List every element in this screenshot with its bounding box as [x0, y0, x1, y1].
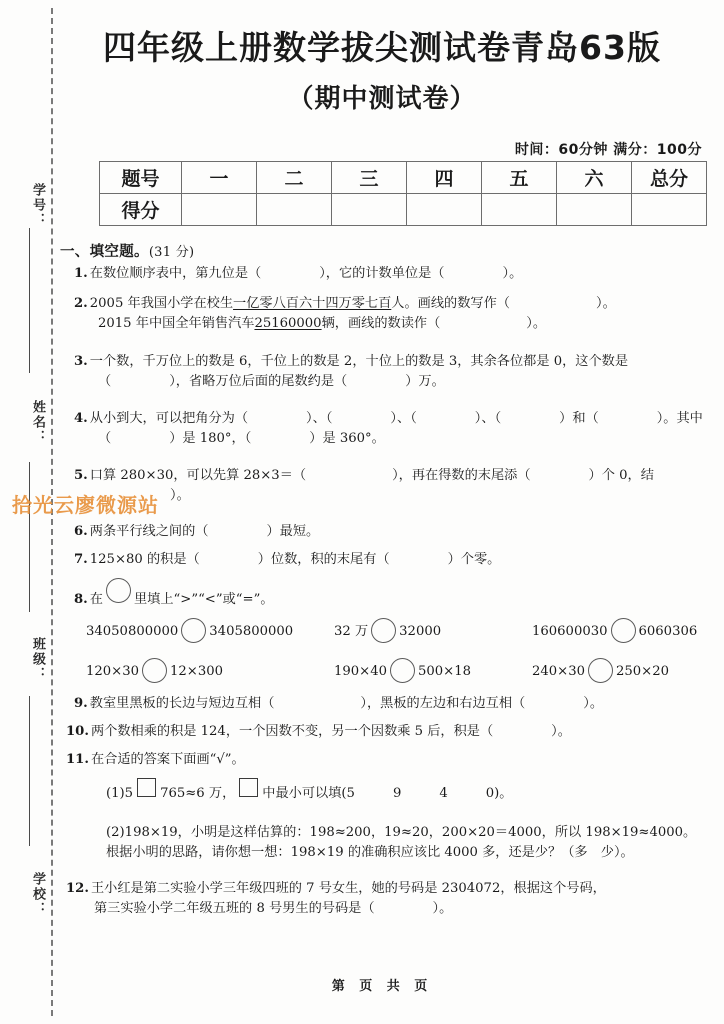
question-8-pair-5: [334, 658, 532, 683]
question-8-prompt-circle[interactable]: [106, 578, 131, 603]
question-8-pair-3-left: 160600030: [532, 624, 608, 639]
question-4-text-b: ）、（: [306, 411, 333, 426]
question-5-text-a: 口算 280×30，可以先算 28×3＝（: [89, 468, 307, 483]
rail-divider-2: [29, 462, 30, 612]
question-8-pair-3: [532, 618, 697, 643]
question-11-sub1-option-9[interactable]: 9: [392, 786, 402, 801]
question-7-number: 7.: [74, 552, 88, 567]
table-row-headers: [100, 162, 707, 194]
score-cell-2[interactable]: [257, 194, 332, 226]
score-cell-3[interactable]: [332, 194, 407, 226]
question-8-pair-2-circle[interactable]: [371, 618, 396, 643]
question-8-prompt-b: 里填上“>”“<”或“=”。: [133, 592, 274, 607]
question-5-line2-text: ）。: [170, 488, 190, 504]
page-footer: 第 页 共 页: [331, 979, 433, 994]
question-8-pair-1: [86, 618, 334, 643]
question-6-text-b: ）最短。: [266, 524, 320, 539]
question-10: [66, 722, 710, 742]
question-1: [74, 264, 710, 284]
question-2-number: 2.: [74, 296, 88, 311]
question-4-text-e: ）和（: [559, 411, 599, 426]
question-1-text-a: 在数位顺序表中，第九位是（: [89, 266, 262, 281]
question-10-text-a: 两个数相乘的积是 124，一个因数不变，另一个因数乘 5 后，积是（: [90, 724, 494, 739]
question-2-text-c: ）。: [595, 296, 616, 311]
question-4-text-a: 从小到大，可以把角分为（: [89, 411, 249, 426]
page-subtitle: （期中测试卷）: [287, 84, 477, 114]
question-8: [74, 578, 710, 610]
question-8-pair-1-left: 34050800000: [86, 624, 179, 639]
score-cell-total[interactable]: [632, 194, 707, 226]
question-4-line2-text-c: ）是 360°。: [309, 431, 385, 447]
question-8-prompt-a: 在: [89, 592, 103, 607]
score-table-col-4: 四: [407, 162, 482, 194]
question-3-line2-text-b: ），省略万位后面的尾数约是（: [169, 374, 348, 390]
page-title: 四年级上册数学拔尖测试卷青岛63版: [103, 28, 661, 67]
question-4-number: 4.: [74, 411, 88, 426]
question-2-underlined-number-cn: 一亿零八百六十四万零七百: [233, 296, 392, 311]
score-table-col-2: 二: [257, 162, 332, 194]
score-table: [99, 161, 707, 226]
question-3-line1: 一个数，千万位上的数是 6，千位上的数是 2，十位上的数是 3，其余各位都是 0，这个数是: [89, 354, 629, 369]
question-3-line2-text-c: ）万。: [405, 374, 445, 390]
score-cell-1[interactable]: [182, 194, 257, 226]
question-8-pair-5-circle[interactable]: [390, 658, 415, 683]
question-8-pair-1-circle[interactable]: [181, 618, 206, 643]
question-8-number: 8.: [74, 592, 88, 607]
question-8-pair-2-right: 32000: [399, 624, 442, 639]
question-2-line2-text-c: ）。: [526, 316, 547, 332]
question-2: [74, 294, 710, 335]
question-4-text-f: ）。其中: [656, 411, 703, 426]
question-8-pair-6-left: 240×30: [532, 664, 586, 679]
question-12-line2-text-b: ）。: [432, 901, 453, 917]
question-2-line2-text-b: 辆，画线的数读作（: [321, 316, 441, 332]
question-8-pair-5-left: 190×40: [334, 664, 388, 679]
question-2-underlined-number-digits: 25160000: [254, 316, 322, 332]
question-12-line2-text-a: 第三实验小学二年级五班的 8 号男生的号码是（: [94, 901, 375, 917]
question-8-pair-2-left: 32 万: [334, 624, 369, 639]
rail-divider-3: [29, 696, 30, 846]
question-11-sub1-box-1[interactable]: [137, 778, 156, 797]
question-4-line2-text-b: ）是 180°，（: [169, 431, 252, 447]
question-8-pair-3-right: 6060306: [638, 624, 698, 639]
site-watermark: 拾光云廖微源站: [12, 493, 159, 517]
exam-meta-info: 时间：60分钟 满分：100分: [514, 142, 702, 158]
question-4: [74, 409, 710, 450]
question-9: [74, 694, 710, 714]
question-11-number: 11.: [66, 752, 89, 767]
question-11-sub1-option-4[interactable]: 4: [439, 786, 448, 801]
question-8-pair-4-circle[interactable]: [142, 658, 167, 683]
question-11-sub1-text-a: (1)5: [106, 786, 134, 801]
question-1-text-c: ）。: [502, 266, 523, 281]
question-4-line2-text-a: （: [98, 431, 112, 447]
question-9-text-a: 教室里黑板的长边与短边互相（: [89, 696, 275, 711]
question-9-text-c: ）。: [583, 696, 604, 711]
score-table-row-label-score: 得分: [100, 194, 182, 226]
question-11: [66, 750, 710, 770]
question-9-number: 9.: [74, 696, 88, 711]
rail-label-student-id: 学号：: [30, 183, 45, 228]
question-8-pair-4-right: 12×300: [170, 664, 224, 679]
question-10-number: 10.: [66, 724, 89, 739]
question-8-pair-6: [532, 658, 669, 683]
question-3: [74, 352, 710, 393]
question-6-text-a: 两条平行线之间的（: [89, 524, 209, 539]
score-cell-5[interactable]: [482, 194, 557, 226]
question-3-number: 3.: [74, 354, 88, 369]
question-11-prompt: 在合适的答案下面画“√”。: [90, 752, 245, 767]
question-11-sub1-option-0[interactable]: 0)。: [485, 786, 513, 801]
question-8-pair-4-left: 120×30: [86, 664, 140, 679]
question-8-row-1: [86, 618, 710, 643]
table-row-scores: [100, 194, 707, 226]
question-8-pair-1-right: 3405800000: [209, 624, 294, 639]
question-12-number: 12.: [66, 881, 89, 896]
question-2-line2-text-a: 2015 年中国全年销售汽车: [98, 316, 255, 332]
question-5-text-c: ）个 0，结: [588, 468, 654, 483]
question-8-pair-2: [334, 618, 532, 643]
section-heading-fill-in-blanks: [60, 240, 194, 261]
question-7: [74, 550, 710, 570]
score-cell-6[interactable]: [557, 194, 632, 226]
rail-divider-1: [29, 228, 30, 373]
score-table-col-5: 五: [482, 162, 557, 194]
question-4-text-c: ）、（: [390, 411, 417, 426]
question-5-number: 5.: [74, 468, 88, 483]
question-7-text-b: ）位数，积的末尾有（: [257, 552, 390, 567]
question-11-sub1-box-2[interactable]: [239, 778, 258, 797]
question-8-pair-6-circle[interactable]: [588, 658, 613, 683]
question-12-line1: 王小红是第二实验小学三年级四班的 7 号女生，她的号码是 2304072，根据这个号码，: [90, 881, 606, 896]
question-2-text-b: 人。画线的数写作（: [391, 296, 510, 311]
question-2-text-a: 2005 年我国小学在校生: [89, 296, 234, 311]
question-8-pair-4: [86, 658, 334, 683]
question-8-pair-6-right: 250×20: [616, 664, 670, 679]
question-1-text-b: ），它的计数单位是（: [319, 266, 445, 281]
question-1-number: 1.: [74, 266, 88, 281]
rail-label-class: 班级：: [30, 637, 45, 682]
question-9-text-b: ），黑板的左边和右边互相（: [360, 696, 526, 711]
question-11-sub1-text-c: 中最小可以填(5: [262, 786, 355, 801]
rail-label-name: 姓名：: [30, 400, 45, 445]
score-table-row-label-number: 题号: [100, 162, 182, 194]
question-5-text-b: ），再在得数的末尾添（: [392, 468, 531, 483]
question-5: [74, 466, 710, 507]
section-heading-label: 一、填空题。: [60, 243, 149, 260]
score-table-col-1: 一: [182, 162, 257, 194]
score-cell-4[interactable]: [407, 194, 482, 226]
question-11-sub-1: [106, 778, 710, 804]
question-7-text-a: 125×80 的积是（: [89, 552, 200, 567]
question-11-sub1-text-b: 765≈6 万，: [160, 786, 236, 801]
question-8-comparisons: [86, 618, 710, 683]
question-6-number: 6.: [74, 524, 88, 539]
section-points: (31 分): [148, 245, 195, 260]
question-8-pair-3-circle[interactable]: [611, 618, 636, 643]
question-12: [66, 879, 710, 920]
question-8-row-2: [86, 658, 710, 683]
score-table-col-3: 三: [332, 162, 407, 194]
question-10-text-b: ）。: [551, 724, 571, 739]
rail-label-school: 学校：: [30, 872, 45, 917]
score-table-col-total: 总分: [632, 162, 707, 194]
question-11-sub-2: [106, 823, 710, 864]
question-7-text-c: ）个零。: [447, 552, 501, 567]
score-table-col-6: 六: [557, 162, 632, 194]
question-8-pair-5-right: 500×18: [418, 664, 472, 679]
question-6: [74, 522, 710, 542]
question-11-sub2-line1: (2)198×19，小明是这样估算的：198≈200，19≈20，200×20＝4000，所以 198×19≈4000。: [106, 825, 697, 840]
question-11-sub2-line2: 根据小明的思路，请你想一想：198×19 的准确积应该比 4000 多，还是少？（多 少）。: [106, 845, 634, 861]
question-4-text-d: ）、（: [474, 411, 502, 426]
question-3-line2-text-a: （: [98, 374, 112, 390]
